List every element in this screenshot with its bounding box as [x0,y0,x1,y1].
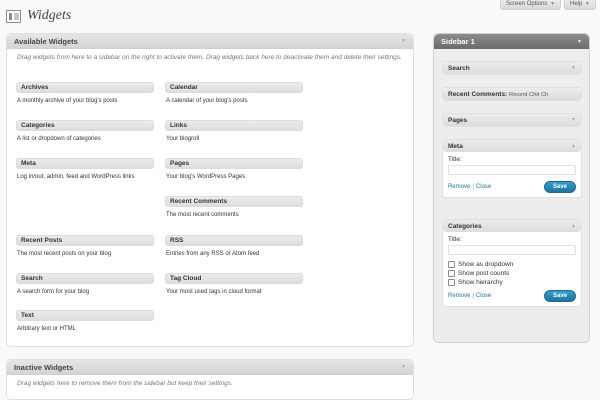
widget-title: Meta [16,158,154,169]
widget-tag-cloud[interactable] [165,273,303,296]
widget-rss[interactable] [165,235,303,258]
widget-title: Text [16,310,154,321]
widget-description: The most recent posts on your blog [17,251,112,257]
expand-arrow-icon[interactable]: ▼ [571,117,576,123]
toggle-arrow-icon: ▼ [577,38,582,45]
sidebar-widget-header[interactable] [443,220,581,232]
widget-actions [448,181,576,193]
widget-text[interactable] [16,310,154,333]
meta-title-input[interactable] [448,165,576,175]
link-separator: | [472,184,474,190]
widget-description: A monthly archive of your blog's posts [17,98,118,104]
chevron-down-icon: ▼ [585,1,590,7]
widget-control-links [448,184,491,190]
inactive-widgets-panel [6,359,414,400]
widget-title: RSS [165,235,303,246]
widget-title: Tag Cloud [165,273,303,284]
sidebar-widget-title: Categories [448,222,482,230]
widget-control-links [448,293,491,299]
widget-description: A search form for your blog [17,289,90,295]
sidebar-widget-categories [442,219,582,307]
widget-description: Log in/out, admin, feed and WordPress links [17,174,135,180]
sidebar-widget-meta [442,139,582,198]
widget-description: Your most used tags in cloud format [166,289,262,295]
widget-description: Your blog's WordPress Pages [166,174,246,180]
sidebar-widget-header[interactable] [443,140,581,152]
save-button[interactable]: Save [544,181,576,193]
sidebar-widget-subtitle: Recent Chit Ch [509,91,549,98]
widget-title: Categories [16,120,154,131]
sidebar-widget-header[interactable] [443,88,581,100]
widget-title: Calendar [165,82,303,93]
inactive-widgets-header[interactable] [7,360,413,375]
widget-description: Your blogroll [166,136,200,142]
sidebar-widget-header[interactable] [443,114,581,126]
collapse-arrow-icon[interactable]: ▲ [571,143,576,149]
close-link[interactable]: Close [475,184,492,190]
widget-description: A calendar of your blog's posts [166,98,248,104]
toggle-arrow-icon: ▼ [401,38,406,44]
toggle-arrow-icon: ▼ [401,364,406,370]
sidebar-widget-search[interactable] [442,61,582,75]
link-separator: | [472,293,474,299]
sidebar-widget-title: Search [448,64,470,72]
widget-archives[interactable] [16,82,154,105]
remove-link[interactable]: Remove [448,293,471,299]
widget-title: Links [165,120,303,131]
remove-link[interactable]: Remove [448,184,471,190]
meta-widget-form [443,152,581,197]
available-widgets-header[interactable] [7,34,413,49]
widget-actions [448,290,576,302]
sidebar-widget-title: Recent Comments: [448,90,508,98]
sidebar-1-panel [433,33,590,343]
expand-arrow-icon[interactable]: ▼ [571,65,576,71]
option-show-as-dropdown[interactable] [448,261,576,268]
widget-links[interactable] [165,120,303,143]
widget-search[interactable] [16,273,154,296]
sidebar-widget-recent-comments[interactable] [442,87,582,101]
sidebar-1-header[interactable] [434,34,589,49]
save-button[interactable]: Save [544,290,576,302]
help-button[interactable] [564,0,596,10]
inactive-widgets-title: Inactive Widgets [14,362,74,372]
option-label: Show hierarchy [458,279,503,286]
option-show-hierarchy[interactable] [448,279,576,286]
sidebar-widget-title: Pages [448,116,468,124]
sidebar-1-title: Sidebar 1 [441,37,475,46]
title-label: Title: [448,236,462,243]
checkbox[interactable] [448,279,455,286]
widget-description: The most recent comments [166,212,239,218]
categories-widget-form [443,232,581,306]
widget-pages[interactable] [165,158,303,181]
sidebar-widget-pages[interactable] [442,113,582,127]
available-widgets-description: Drag widgets from here to a sidebar on the right to activate them. Drag widgets back here to deactivate them and delete their settings. [17,54,402,61]
close-link[interactable]: Close [475,293,492,299]
title-label: Title: [448,156,462,163]
option-label: Show post counts [458,270,510,277]
widget-description: Arbitrary text or HTML [17,326,77,332]
widget-title: Archives [16,82,154,93]
widget-title: Recent Comments [165,196,303,207]
collapse-arrow-icon[interactable]: ▲ [571,223,576,229]
page-title: Widgets [27,8,72,23]
chevron-down-icon: ▼ [550,1,556,7]
available-widgets-panel [6,33,414,347]
widget-title: Recent Posts [16,235,154,246]
widgets-icon [6,10,21,23]
option-label: Show as dropdown [458,261,514,268]
checkbox[interactable] [448,270,455,277]
widget-categories[interactable] [16,120,154,143]
sidebar-widget-title: Meta [448,142,463,150]
available-widgets-title: Available Widgets [14,36,78,46]
option-show-post-counts[interactable] [448,270,576,277]
widget-recent-comments[interactable] [165,196,303,219]
widget-calendar[interactable] [165,82,303,105]
screen-options-label: Screen Options [506,1,548,7]
top-buttons [500,0,596,10]
widget-description: Entries from any RSS or Atom feed [166,251,260,257]
widget-title: Pages [165,158,303,169]
widget-meta[interactable] [16,158,154,181]
widget-title: Search [16,273,154,284]
widget-recent-posts[interactable] [16,235,154,258]
widget-description: A list or dropdown of categories [17,136,101,142]
page-header [6,8,71,24]
help-label: Help [570,1,583,7]
checkbox[interactable] [448,261,455,268]
categories-title-input[interactable] [448,245,576,255]
sidebar-widget-header[interactable] [443,62,581,74]
screen-options-button[interactable] [500,0,561,10]
inactive-widgets-description: Drag widgets here to remove them from the sidebar but keep their settings. [17,380,233,387]
